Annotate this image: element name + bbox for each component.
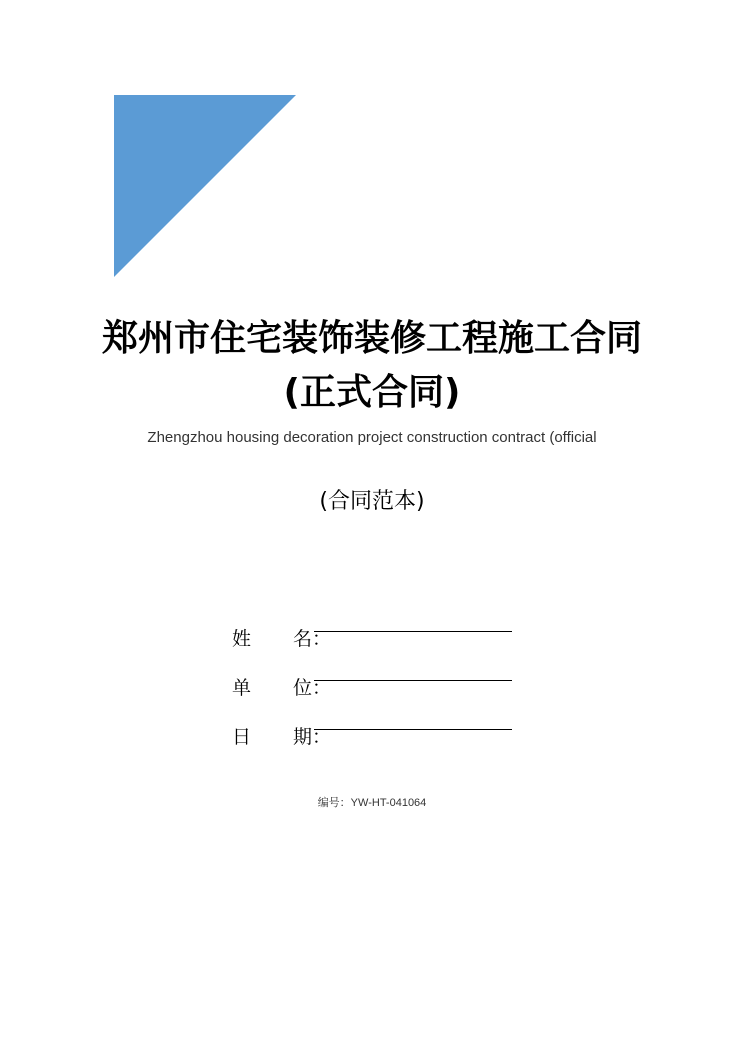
field-name-label-char-2: 名: [292, 628, 312, 650]
field-name-underline[interactable]: [314, 631, 512, 632]
field-date-label-char-1: 日: [232, 726, 252, 748]
document-title: 郑州市住宅装饰装修工程施工合同(正式合同): [101, 318, 642, 413]
field-unit-row: [232, 653, 522, 702]
info-fields: [232, 604, 522, 751]
field-unit-colon: ：: [312, 677, 332, 699]
field-name-row: [232, 604, 522, 653]
field-date-row: [232, 702, 522, 751]
field-unit-label: [232, 674, 312, 702]
field-unit-label-char-2: 位: [292, 677, 312, 699]
english-subtitle: Zhengzhou housing decoration project construction contract (official: [147, 429, 597, 446]
blue-triangle: [114, 95, 296, 277]
document-code: 编号：YW-HT-041064: [317, 797, 427, 809]
field-unit-underline[interactable]: [314, 680, 512, 681]
field-date-colon: ：: [312, 726, 332, 748]
field-name-colon: ：: [312, 628, 332, 650]
template-label: (合同范本): [319, 489, 425, 514]
field-date-label: [232, 723, 312, 751]
title-container: [100, 312, 644, 413]
field-name-label-char-1: 姓: [232, 628, 252, 650]
field-name-label: [232, 625, 312, 653]
field-unit-label-char-1: 单: [232, 677, 252, 699]
field-date-label-char-2: 期: [292, 726, 312, 748]
field-date-underline[interactable]: [314, 729, 512, 730]
corner-triangle-decoration: [114, 95, 296, 277]
